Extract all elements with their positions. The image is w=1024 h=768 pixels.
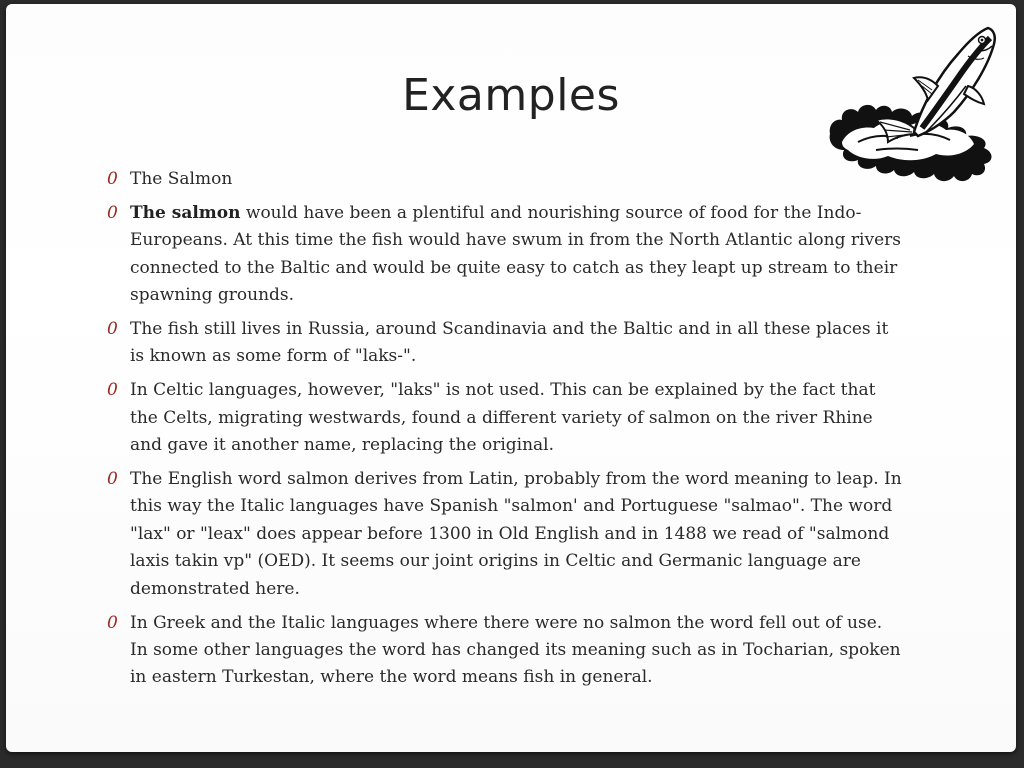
bullet-text: The English word salmon derives from Latin, probably from the word meaning to leap. In this way the Italic languages have Spanish "salmon' and Portuguese "salmao". The word "lax" or "leax" does appear before 1300 in Old English and in 1488 we read of "salmond laxis takin vp" (OED). It seems our joint origins in Celtic and Germanic language are demonstrated here.: [130, 469, 902, 599]
bullet-text: In Celtic languages, however, "laks" is not used. This can be explained by the fact that the Celts, migrating westwards, found a different variety of salmon on the river Rhine and gave it another name, replacing the original.: [130, 380, 876, 456]
bullet-item-4: [104, 377, 904, 459]
bullet-text: The fish still lives in Russia, around Scandinavia and the Baltic and in all these places it is known as some form of "laks-".: [130, 319, 889, 367]
leaping-salmon-icon: [818, 16, 998, 188]
bullet-marker: 0: [107, 202, 118, 223]
bullet-item-5: [104, 466, 904, 603]
slide-title: Examples: [402, 70, 620, 121]
bullet-marker: 0: [107, 612, 118, 633]
bullet-item-3: [104, 316, 904, 371]
bullet-text: In Greek and the Italic languages where there were no salmon the word fell out of use. In some other languages the word has changed its meaning such as in Tocharian, spoken in eastern Turkestan, where the word means fish in general.: [130, 612, 901, 688]
bullet-marker: 0: [107, 169, 118, 189]
bullet-item-2: [104, 200, 904, 310]
bullet-text: The Salmon: [130, 169, 233, 189]
bullet-item-6: [104, 610, 904, 692]
bullet-marker: 0: [107, 319, 118, 340]
bullet-marker: 0: [107, 380, 118, 401]
bullet-item-1: [104, 166, 904, 193]
slide: [6, 4, 1016, 752]
bullet-text: would have been a plentiful and nourishing source of food for the Indo-Europeans. At this time the fish would have swum in from the North Atlantic along rivers connected to the Baltic and would be quite easy to catch as they leapt up stream to their spawning grounds.: [130, 202, 901, 306]
bullet-marker: 0: [107, 469, 118, 490]
bullet-list: [104, 166, 904, 698]
bullet-bold-text: The salmon: [130, 202, 241, 223]
